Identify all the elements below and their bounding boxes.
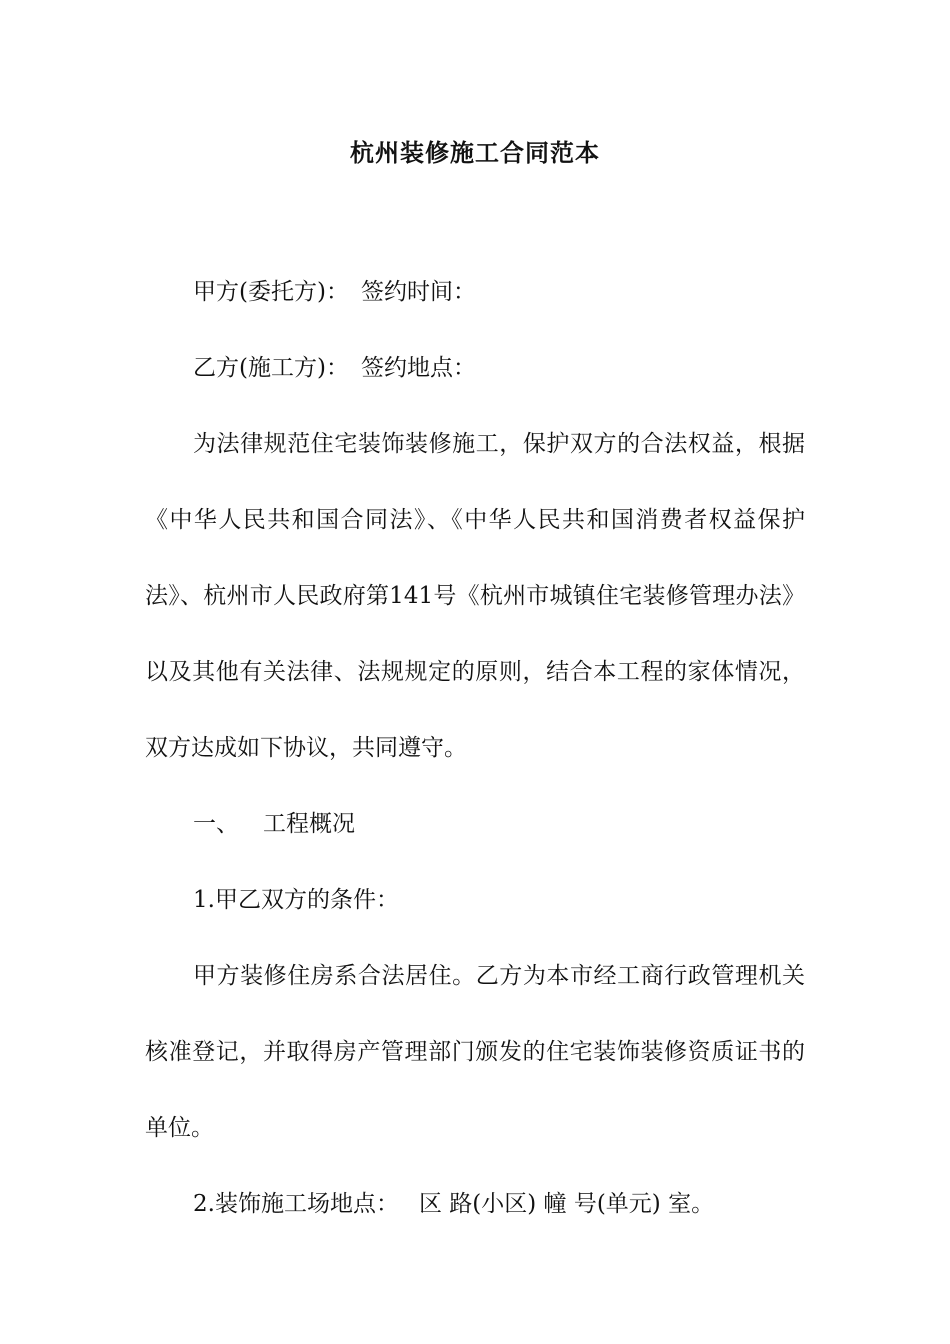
- item-1-title: 1.甲乙双方的条件：: [193, 887, 399, 913]
- party-a-label: 甲方(委托方)：: [193, 279, 349, 305]
- section-1-title: 工程概况: [263, 811, 355, 837]
- item-2-title: 2.装饰施工场地点：: [193, 1191, 399, 1217]
- section-1-number: 一、: [193, 811, 239, 837]
- sign-place-label: 签约地点：: [360, 355, 476, 381]
- party-a-line: [145, 254, 805, 330]
- item-1-body: 甲方装修住房系合法居住。乙方为本市经工商行政管理机关核准登记，并取得房产管理部门颁发的住宅装饰装修资质证书的单位。: [145, 963, 805, 1141]
- intro-paragraph: 为法律规范住宅装饰装修施工，保护双方的合法权益，根据《中华人民共和国合同法》、《中华人民共和国消费者权益保护法》、杭州市人民政府第141号《杭州市城镇住宅装修管理办法》以及其他有关法律、法规规定的原则，结合本工程的家体情况，双方达成如下协议，共同遵守。: [145, 431, 805, 761]
- document-body: [145, 254, 805, 1242]
- party-b-label: 乙方(施工方)：: [193, 355, 349, 381]
- document-title: 杭州装修施工合同范本: [350, 138, 600, 167]
- party-b-line: [145, 330, 805, 406]
- item-2-address: 区 路(小区) 幢 号(单元) 室。: [418, 1191, 715, 1217]
- section-1-heading: [145, 786, 805, 862]
- sign-time-label: 签约时间：: [360, 279, 476, 305]
- item-2-line: [145, 1166, 805, 1242]
